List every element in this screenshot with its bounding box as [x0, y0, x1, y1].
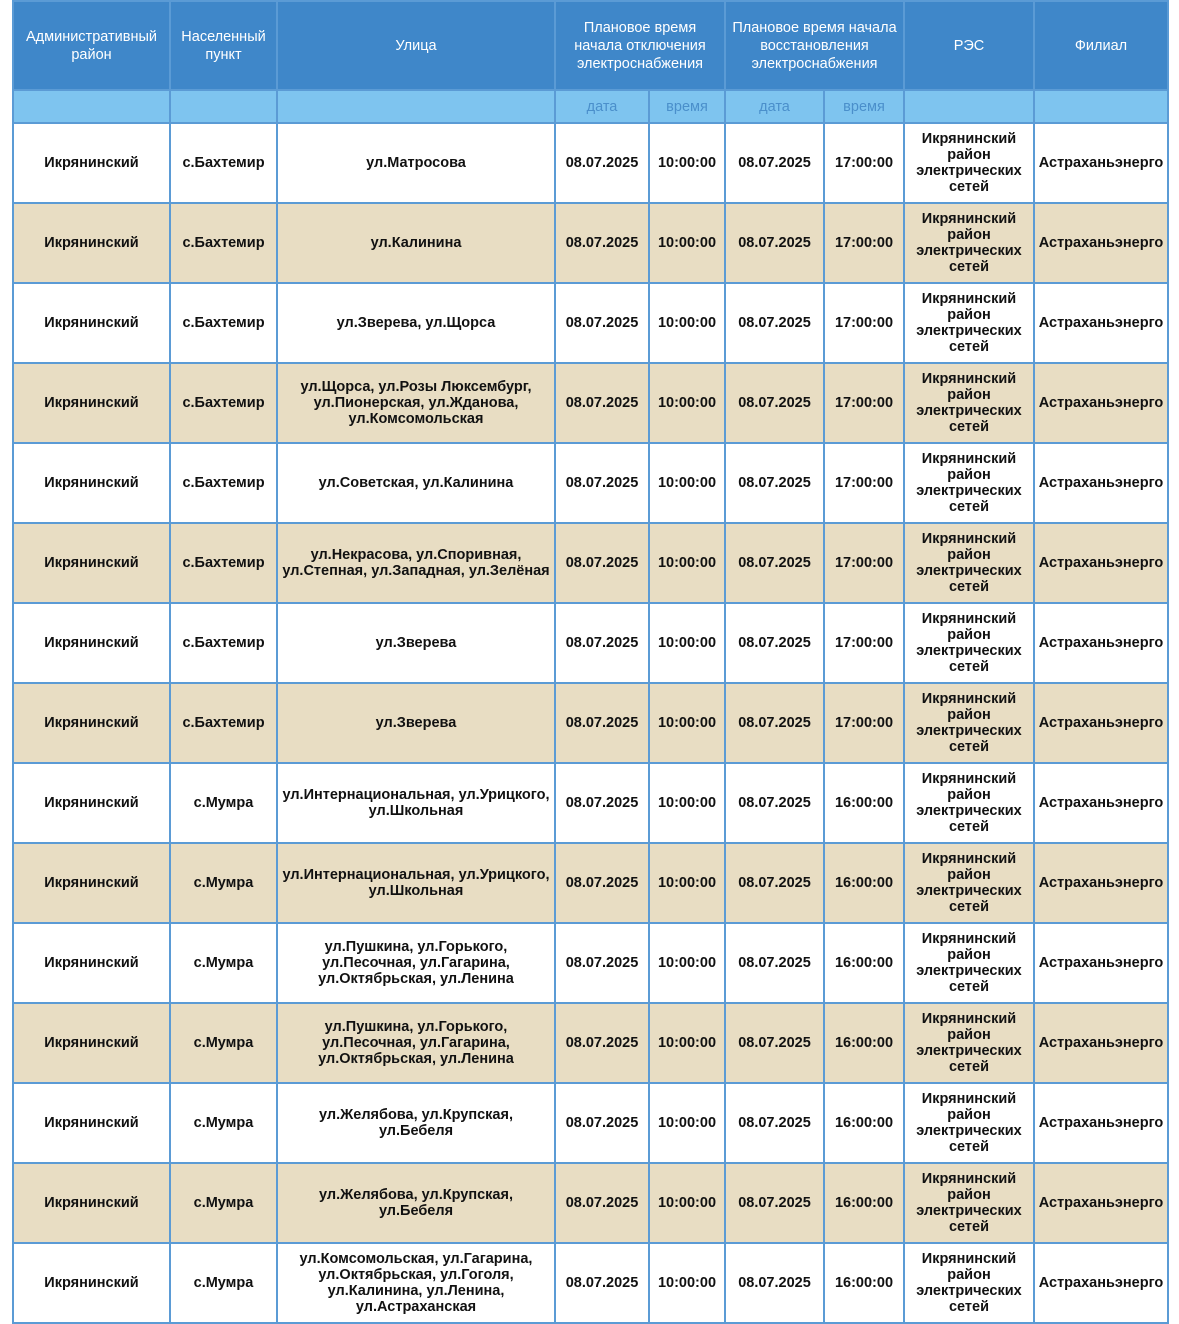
table-row	[13, 363, 1168, 443]
cell-restore-date: 08.07.2025	[725, 763, 824, 843]
cell-res: Икрянинский район электрических сетей	[904, 603, 1034, 683]
cell-district: Икрянинский	[13, 843, 170, 923]
cell-branch: Астраханьэнерго	[1034, 1163, 1168, 1243]
header-locality: Населенный пункт	[170, 1, 277, 90]
header-restore-start: Плановое время начала восстановления электроснабжения	[725, 1, 904, 90]
cell-district: Икрянинский	[13, 1003, 170, 1083]
cell-locality: с.Бахтемир	[170, 523, 277, 603]
header-district: Административный район	[13, 1, 170, 90]
cell-branch: Астраханьэнерго	[1034, 523, 1168, 603]
subheader-empty	[13, 90, 170, 123]
subheader-outage-time: время	[649, 90, 725, 123]
cell-district: Икрянинский	[13, 203, 170, 283]
cell-branch: Астраханьэнерго	[1034, 123, 1168, 203]
cell-restore-time: 17:00:00	[824, 123, 904, 203]
cell-restore-date: 08.07.2025	[725, 443, 824, 523]
cell-branch: Астраханьэнерго	[1034, 443, 1168, 523]
cell-outage-date: 08.07.2025	[555, 363, 649, 443]
cell-outage-time: 10:00:00	[649, 363, 725, 443]
cell-branch: Астраханьэнерго	[1034, 683, 1168, 763]
cell-res: Икрянинский район электрических сетей	[904, 203, 1034, 283]
cell-branch: Астраханьэнерго	[1034, 763, 1168, 843]
cell-district: Икрянинский	[13, 923, 170, 1003]
cell-res: Икрянинский район электрических сетей	[904, 1003, 1034, 1083]
cell-restore-time: 17:00:00	[824, 683, 904, 763]
cell-res: Икрянинский район электрических сетей	[904, 123, 1034, 203]
cell-restore-date: 08.07.2025	[725, 683, 824, 763]
cell-locality: с.Мумра	[170, 1083, 277, 1163]
cell-restore-date: 08.07.2025	[725, 843, 824, 923]
cell-res: Икрянинский район электрических сетей	[904, 523, 1034, 603]
cell-res: Икрянинский район электрических сетей	[904, 1083, 1034, 1163]
cell-restore-time: 16:00:00	[824, 763, 904, 843]
cell-locality: с.Бахтемир	[170, 363, 277, 443]
cell-outage-date: 08.07.2025	[555, 683, 649, 763]
cell-branch: Астраханьэнерго	[1034, 843, 1168, 923]
cell-outage-date: 08.07.2025	[555, 603, 649, 683]
cell-street: ул.Калинина	[277, 203, 555, 283]
cell-branch: Астраханьэнерго	[1034, 1003, 1168, 1083]
cell-restore-date: 08.07.2025	[725, 523, 824, 603]
subheader-outage-date: дата	[555, 90, 649, 123]
cell-res: Икрянинский район электрических сетей	[904, 283, 1034, 363]
table-row	[13, 1083, 1168, 1163]
cell-outage-time: 10:00:00	[649, 523, 725, 603]
cell-district: Икрянинский	[13, 443, 170, 523]
cell-district: Икрянинский	[13, 1243, 170, 1323]
table-row	[13, 523, 1168, 603]
cell-locality: с.Бахтемир	[170, 683, 277, 763]
table-body	[13, 123, 1168, 1323]
cell-locality: с.Мумра	[170, 923, 277, 1003]
cell-street: ул.Зверева	[277, 603, 555, 683]
cell-locality: с.Мумра	[170, 763, 277, 843]
cell-branch: Астраханьэнерго	[1034, 603, 1168, 683]
cell-restore-date: 08.07.2025	[725, 1083, 824, 1163]
subheader-empty	[277, 90, 555, 123]
cell-district: Икрянинский	[13, 763, 170, 843]
cell-street: ул.Пушкина, ул.Горького, ул.Песочная, ул.Гагарина, ул.Октябрьская, ул.Ленина	[277, 1003, 555, 1083]
cell-locality: с.Бахтемир	[170, 123, 277, 203]
cell-locality: с.Мумра	[170, 843, 277, 923]
cell-district: Икрянинский	[13, 363, 170, 443]
cell-outage-time: 10:00:00	[649, 123, 725, 203]
cell-restore-time: 16:00:00	[824, 923, 904, 1003]
cell-outage-date: 08.07.2025	[555, 1003, 649, 1083]
cell-branch: Астраханьэнерго	[1034, 283, 1168, 363]
cell-restore-time: 17:00:00	[824, 603, 904, 683]
cell-branch: Астраханьэнерго	[1034, 1243, 1168, 1323]
cell-outage-date: 08.07.2025	[555, 1083, 649, 1163]
cell-district: Икрянинский	[13, 283, 170, 363]
cell-restore-date: 08.07.2025	[725, 363, 824, 443]
cell-res: Икрянинский район электрических сетей	[904, 763, 1034, 843]
cell-restore-time: 16:00:00	[824, 1163, 904, 1243]
cell-locality: с.Бахтемир	[170, 443, 277, 523]
cell-street: ул.Советская, ул.Калинина	[277, 443, 555, 523]
cell-locality: с.Бахтемир	[170, 603, 277, 683]
table-row	[13, 603, 1168, 683]
cell-outage-time: 10:00:00	[649, 683, 725, 763]
table-row	[13, 1003, 1168, 1083]
header-res: РЭС	[904, 1, 1034, 90]
cell-res: Икрянинский район электрических сетей	[904, 843, 1034, 923]
cell-restore-date: 08.07.2025	[725, 603, 824, 683]
table-row	[13, 923, 1168, 1003]
cell-restore-time: 16:00:00	[824, 1003, 904, 1083]
header-outage-start: Плановое время начала отключения электроснабжения	[555, 1, 725, 90]
table-row	[13, 123, 1168, 203]
cell-district: Икрянинский	[13, 123, 170, 203]
cell-street: ул.Интернациональная, ул.Урицкого, ул.Школьная	[277, 843, 555, 923]
header-branch: Филиал	[1034, 1, 1168, 90]
table-row	[13, 203, 1168, 283]
cell-outage-time: 10:00:00	[649, 1163, 725, 1243]
table-row	[13, 763, 1168, 843]
cell-outage-time: 10:00:00	[649, 763, 725, 843]
cell-street: ул.Зверева	[277, 683, 555, 763]
cell-locality: с.Мумра	[170, 1243, 277, 1323]
outage-schedule-table	[12, 0, 1169, 1324]
cell-outage-time: 10:00:00	[649, 603, 725, 683]
subheader-row	[13, 90, 1168, 123]
subheader-empty	[904, 90, 1034, 123]
table-row	[13, 283, 1168, 363]
subheader-restore-date: дата	[725, 90, 824, 123]
cell-outage-date: 08.07.2025	[555, 443, 649, 523]
cell-outage-time: 10:00:00	[649, 923, 725, 1003]
cell-restore-date: 08.07.2025	[725, 923, 824, 1003]
cell-restore-date: 08.07.2025	[725, 1243, 824, 1323]
cell-locality: с.Бахтемир	[170, 203, 277, 283]
cell-outage-time: 10:00:00	[649, 843, 725, 923]
cell-district: Икрянинский	[13, 523, 170, 603]
cell-branch: Астраханьэнерго	[1034, 923, 1168, 1003]
cell-outage-date: 08.07.2025	[555, 283, 649, 363]
cell-locality: с.Мумра	[170, 1163, 277, 1243]
cell-res: Икрянинский район электрических сетей	[904, 683, 1034, 763]
table-row	[13, 1243, 1168, 1323]
cell-outage-date: 08.07.2025	[555, 1163, 649, 1243]
cell-restore-time: 17:00:00	[824, 283, 904, 363]
cell-street: ул.Комсомольская, ул.Гагарина, ул.Октябрьская, ул.Гоголя, ул.Калинина, ул.Ленина, ул.Астраханская	[277, 1243, 555, 1323]
header-row	[13, 1, 1168, 90]
cell-res: Икрянинский район электрических сетей	[904, 443, 1034, 523]
table-row	[13, 683, 1168, 763]
cell-branch: Астраханьэнерго	[1034, 203, 1168, 283]
cell-outage-time: 10:00:00	[649, 1003, 725, 1083]
cell-res: Икрянинский район электрических сетей	[904, 1163, 1034, 1243]
cell-outage-date: 08.07.2025	[555, 123, 649, 203]
cell-locality: с.Бахтемир	[170, 283, 277, 363]
cell-restore-time: 17:00:00	[824, 523, 904, 603]
cell-street: ул.Желябова, ул.Крупская, ул.Бебеля	[277, 1163, 555, 1243]
cell-street: ул.Интернациональная, ул.Урицкого, ул.Школьная	[277, 763, 555, 843]
cell-restore-date: 08.07.2025	[725, 203, 824, 283]
cell-street: ул.Некрасова, ул.Споривная, ул.Степная, ул.Западная, ул.Зелёная	[277, 523, 555, 603]
cell-outage-date: 08.07.2025	[555, 843, 649, 923]
cell-outage-time: 10:00:00	[649, 283, 725, 363]
cell-restore-date: 08.07.2025	[725, 283, 824, 363]
cell-restore-date: 08.07.2025	[725, 1003, 824, 1083]
cell-restore-time: 17:00:00	[824, 203, 904, 283]
cell-locality: с.Мумра	[170, 1003, 277, 1083]
table-row	[13, 1163, 1168, 1243]
cell-street: ул.Желябова, ул.Крупская, ул.Бебеля	[277, 1083, 555, 1163]
cell-outage-date: 08.07.2025	[555, 1243, 649, 1323]
cell-district: Икрянинский	[13, 603, 170, 683]
cell-street: ул.Зверева, ул.Щорса	[277, 283, 555, 363]
cell-restore-time: 17:00:00	[824, 443, 904, 523]
cell-restore-time: 16:00:00	[824, 1243, 904, 1323]
header-street: Улица	[277, 1, 555, 90]
cell-district: Икрянинский	[13, 683, 170, 763]
subheader-empty	[1034, 90, 1168, 123]
cell-outage-time: 10:00:00	[649, 1243, 725, 1323]
cell-outage-date: 08.07.2025	[555, 523, 649, 603]
cell-street: ул.Щорса, ул.Розы Люксембург, ул.Пионерская, ул.Жданова, ул.Комсомольская	[277, 363, 555, 443]
cell-outage-time: 10:00:00	[649, 1083, 725, 1163]
cell-outage-date: 08.07.2025	[555, 203, 649, 283]
subheader-empty	[170, 90, 277, 123]
cell-outage-date: 08.07.2025	[555, 923, 649, 1003]
cell-restore-date: 08.07.2025	[725, 123, 824, 203]
table-row	[13, 443, 1168, 523]
cell-outage-time: 10:00:00	[649, 443, 725, 523]
cell-street: ул.Пушкина, ул.Горького, ул.Песочная, ул.Гагарина, ул.Октябрьская, ул.Ленина	[277, 923, 555, 1003]
table-row	[13, 843, 1168, 923]
cell-branch: Астраханьэнерго	[1034, 1083, 1168, 1163]
cell-outage-date: 08.07.2025	[555, 763, 649, 843]
cell-outage-time: 10:00:00	[649, 203, 725, 283]
subheader-restore-time: время	[824, 90, 904, 123]
cell-restore-time: 16:00:00	[824, 843, 904, 923]
cell-restore-time: 17:00:00	[824, 363, 904, 443]
cell-branch: Астраханьэнерго	[1034, 363, 1168, 443]
cell-res: Икрянинский район электрических сетей	[904, 923, 1034, 1003]
cell-res: Икрянинский район электрических сетей	[904, 363, 1034, 443]
cell-restore-time: 16:00:00	[824, 1083, 904, 1163]
cell-res: Икрянинский район электрических сетей	[904, 1243, 1034, 1323]
cell-restore-date: 08.07.2025	[725, 1163, 824, 1243]
cell-district: Икрянинский	[13, 1163, 170, 1243]
cell-district: Икрянинский	[13, 1083, 170, 1163]
cell-street: ул.Матросова	[277, 123, 555, 203]
